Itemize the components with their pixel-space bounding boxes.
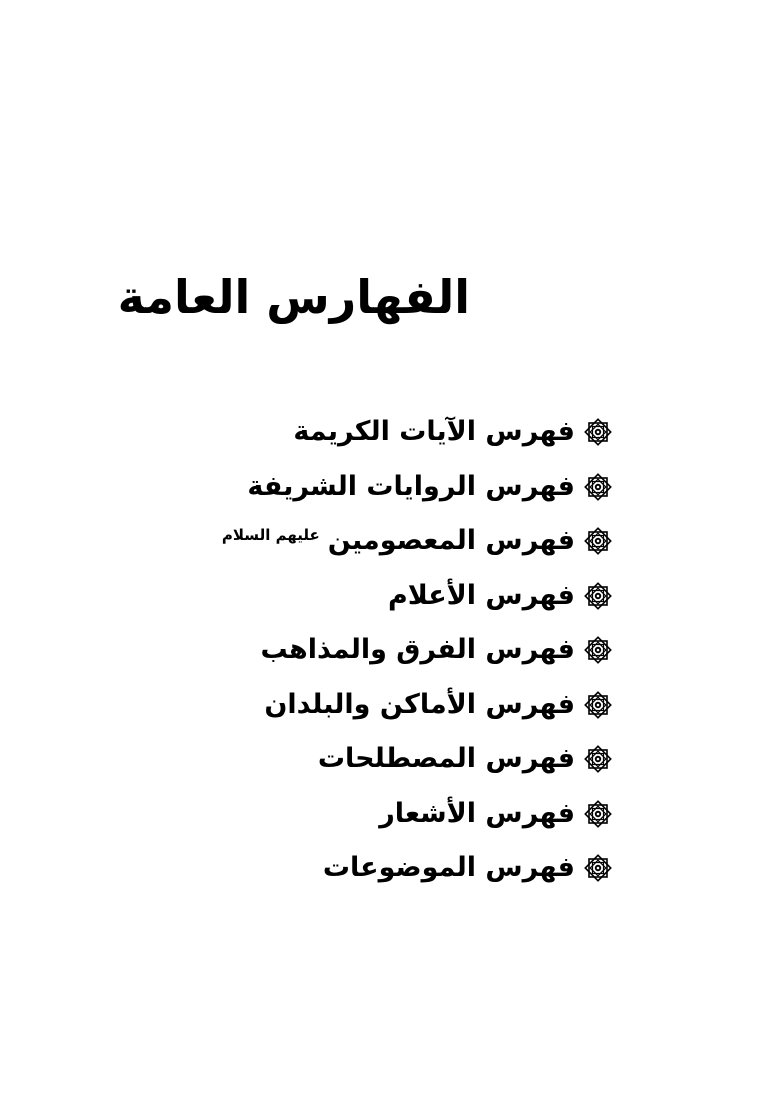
page-title: الفهارس العامة [117, 270, 470, 324]
index-item-label: فهرس الروايات الشريفة [247, 470, 575, 502]
index-item-narrations [222, 460, 613, 515]
index-item-infallibles [222, 514, 613, 569]
honorific-ligature: عليهم السلام [221, 526, 320, 545]
index-item-label: فهرس الفرق والمذاهب [260, 634, 575, 666]
index-item-label: فهرس الموضوعات [322, 852, 575, 884]
index-item-label: فهرس الأعلام [387, 579, 575, 611]
rosette-bullet-icon [583, 690, 613, 720]
index-item-label: فهرس الأماكن والبلدان [264, 688, 575, 720]
index-item-label: فهرس الأشعار [379, 797, 575, 829]
rosette-bullet-icon [583, 799, 613, 829]
rosette-bullet-icon [583, 853, 613, 883]
index-item-notables [222, 569, 613, 624]
index-list [222, 405, 613, 896]
index-item-quran-verses [222, 405, 613, 460]
index-item-poems [222, 787, 613, 842]
index-item-label: فهرس المصطلحات [317, 743, 575, 775]
rosette-bullet-icon [583, 635, 613, 665]
index-item-places [222, 678, 613, 733]
index-item-label: فهرس الآيات الكريمة [293, 416, 575, 448]
rosette-bullet-icon [583, 526, 613, 556]
rosette-bullet-icon [583, 472, 613, 502]
rosette-bullet-icon [583, 744, 613, 774]
rosette-bullet-icon [583, 581, 613, 611]
index-item-sects [222, 623, 613, 678]
index-item-topics [222, 841, 613, 896]
rosette-bullet-icon [583, 417, 613, 447]
index-item-terms [222, 732, 613, 787]
index-item-label: فهرس المعصومين [327, 525, 575, 557]
